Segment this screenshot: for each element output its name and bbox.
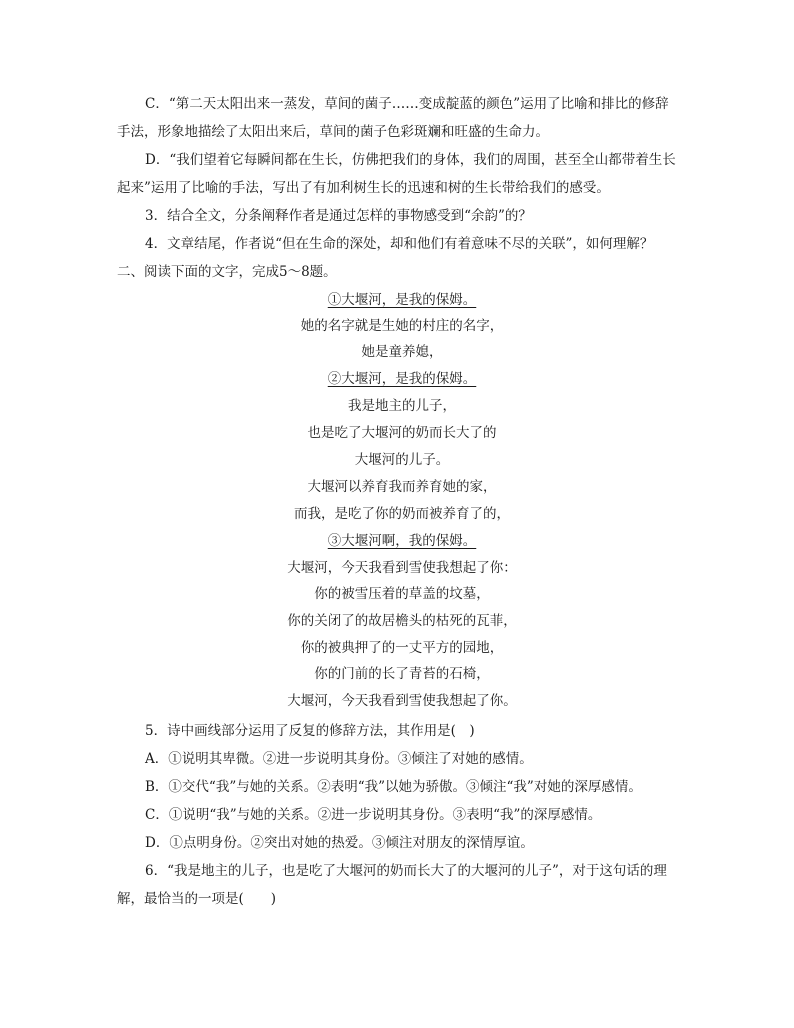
poem-line: 大堰河，今天我看到雪使我想起了你。 bbox=[287, 693, 517, 709]
question-4: 4．文章结尾，作者说“但在生命的深处，却和他们有着意味不尽的关联”，如何理解？ bbox=[145, 236, 654, 252]
question-5-option-c: C．①说明“我”与她的关系。②进一步说明其身份。③表明“我”的深厚感情。 bbox=[145, 807, 602, 823]
poem-line: 她是童养媳， bbox=[361, 344, 443, 360]
poem-line: 你的门前的长了青苔的石椅， bbox=[314, 666, 490, 682]
option-c-line-2: 手法，形象地描绘了太阳出来后，草间的菌子色彩斑斓和旺盛的生命力。 bbox=[117, 124, 549, 140]
section-2-heading: 二、阅读下面的文字，完成5～8题。 bbox=[117, 264, 337, 280]
poem-line: 大堰河的儿子。 bbox=[354, 452, 450, 468]
question-6-line-1: 6．“我是地主的儿子，也是吃了大堰河的奶而长大了的大堰河的儿子”，对于这句话的理 bbox=[145, 863, 667, 879]
poem-line: 大堰河以养育我而养育她的家， bbox=[307, 479, 497, 495]
question-6-line-2: 解，最恰当的一项是( ) bbox=[117, 891, 277, 907]
option-d-line-1: D．“我们望着它每瞬间都在生长，仿佛把我们的身体，我们的周围，甚至全山都带着生长 bbox=[145, 152, 676, 168]
poem-line: 大堰河，今天我看到雪使我想起了你： bbox=[287, 560, 517, 576]
question-5-option-b: B．①交代“我”与她的关系。②表明“我”以她为骄傲。③倾注“我”对她的深厚感情。 bbox=[145, 779, 642, 795]
poem-line: 你的被典押了的一丈平方的园地， bbox=[300, 640, 504, 656]
option-d-line-2: 起来”运用了比喻的手法，写出了有加利树生长的迅速和树的生长带给我们的感受。 bbox=[117, 180, 610, 196]
option-c-line-1: C．“第二天太阳出来一蒸发，草间的菌子……变成靛蓝的颜色”运用了比喻和排比的修辞 bbox=[145, 96, 669, 112]
poem-line: 你的被雪压着的草盖的坟墓， bbox=[314, 586, 490, 602]
poem-line: 而我，是吃了你的奶而被养育了的， bbox=[294, 506, 510, 522]
poem-line: 也是吃了大堰河的奶而长大了的 bbox=[307, 425, 497, 441]
poem-line: 你的关闭了的故居檐头的枯死的瓦菲， bbox=[287, 613, 517, 629]
question-5-option-d: D．①点明身份。②突出对她的热爱。③倾注对朋友的深情厚谊。 bbox=[145, 835, 534, 851]
poem-line-underlined: ③大堰河啊，我的保姆。 bbox=[327, 533, 477, 549]
question-5-option-a: A．①说明其卑微。②进一步说明其身份。③倾注了对她的感情。 bbox=[145, 751, 533, 767]
question-3: 3．结合全文，分条阐释作者是通过怎样的事物感受到“余韵”的？ bbox=[145, 208, 532, 224]
poem-line: 我是地主的儿子， bbox=[348, 398, 456, 414]
poem-line-underlined: ①大堰河，是我的保姆。 bbox=[327, 292, 477, 308]
question-5-stem: 5．诗中画线部分运用了反复的修辞方法，其作用是( ) bbox=[145, 723, 475, 739]
poem-line-underlined: ②大堰河，是我的保姆。 bbox=[327, 371, 477, 387]
poem-line: 她的名字就是生她的村庄的名字， bbox=[300, 318, 504, 334]
